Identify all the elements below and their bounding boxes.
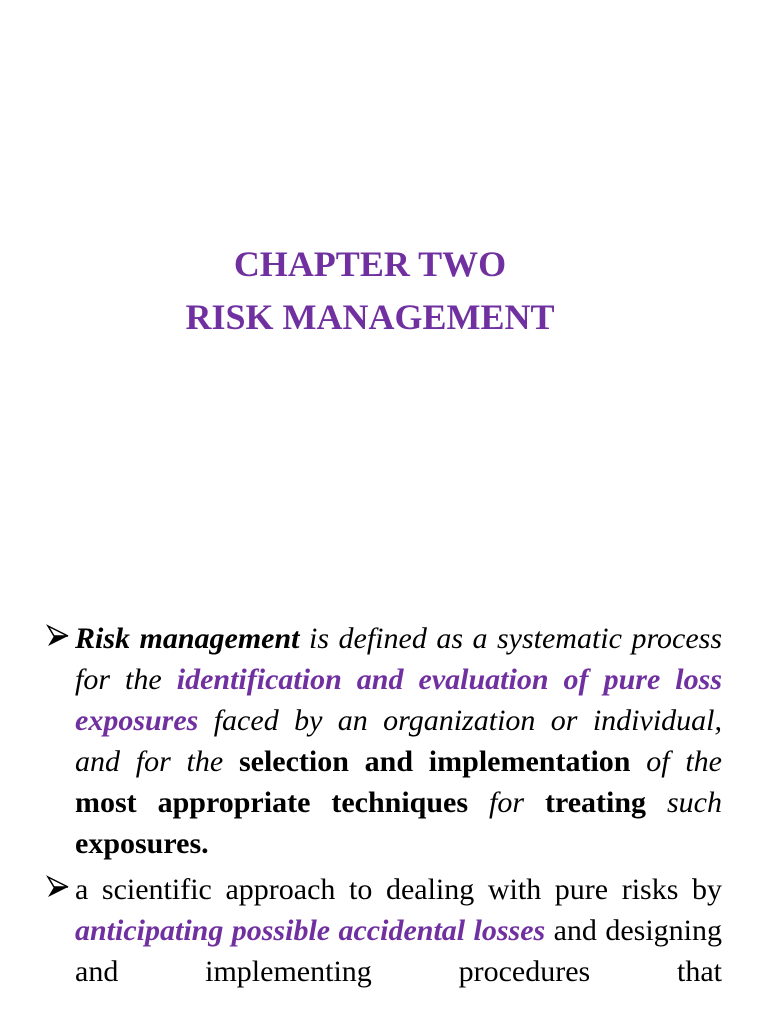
chapter-number-heading: CHAPTER TWO (233, 244, 507, 284)
text-run: faced by an organization or individual, and for the (75, 704, 722, 778)
text-run: of the (630, 745, 722, 778)
text-run: and designing and implementing procedures that (75, 914, 722, 988)
emphasis-exposures: exposures. (75, 827, 209, 860)
bullet-list (46, 618, 722, 992)
text-run: such (646, 786, 722, 819)
text-run: a scientific approach to dealing with pure risks by (75, 873, 722, 906)
emphasis-selection: selection and implementation (238, 745, 631, 778)
arrow-bullet-icon (46, 875, 70, 899)
bullet-item-definition (46, 618, 722, 864)
term-risk-management: Risk management (75, 622, 300, 655)
emphasis-treating: treating (544, 786, 647, 819)
emphasis-most-appropriate: most appropriate techniques (75, 786, 469, 819)
arrow-bullet-icon (46, 624, 70, 648)
text-run: is defined as a systematic process for the (75, 622, 722, 696)
bullet-item-approach (46, 869, 722, 992)
highlight-anticipating: anticipating possible accidental losses (75, 914, 546, 947)
highlight-identification: identification and evaluation of pure loss exposures (75, 663, 722, 737)
text-run: for (468, 786, 545, 819)
chapter-title (0, 238, 740, 344)
chapter-name-heading: RISK MANAGEMENT (185, 297, 555, 337)
